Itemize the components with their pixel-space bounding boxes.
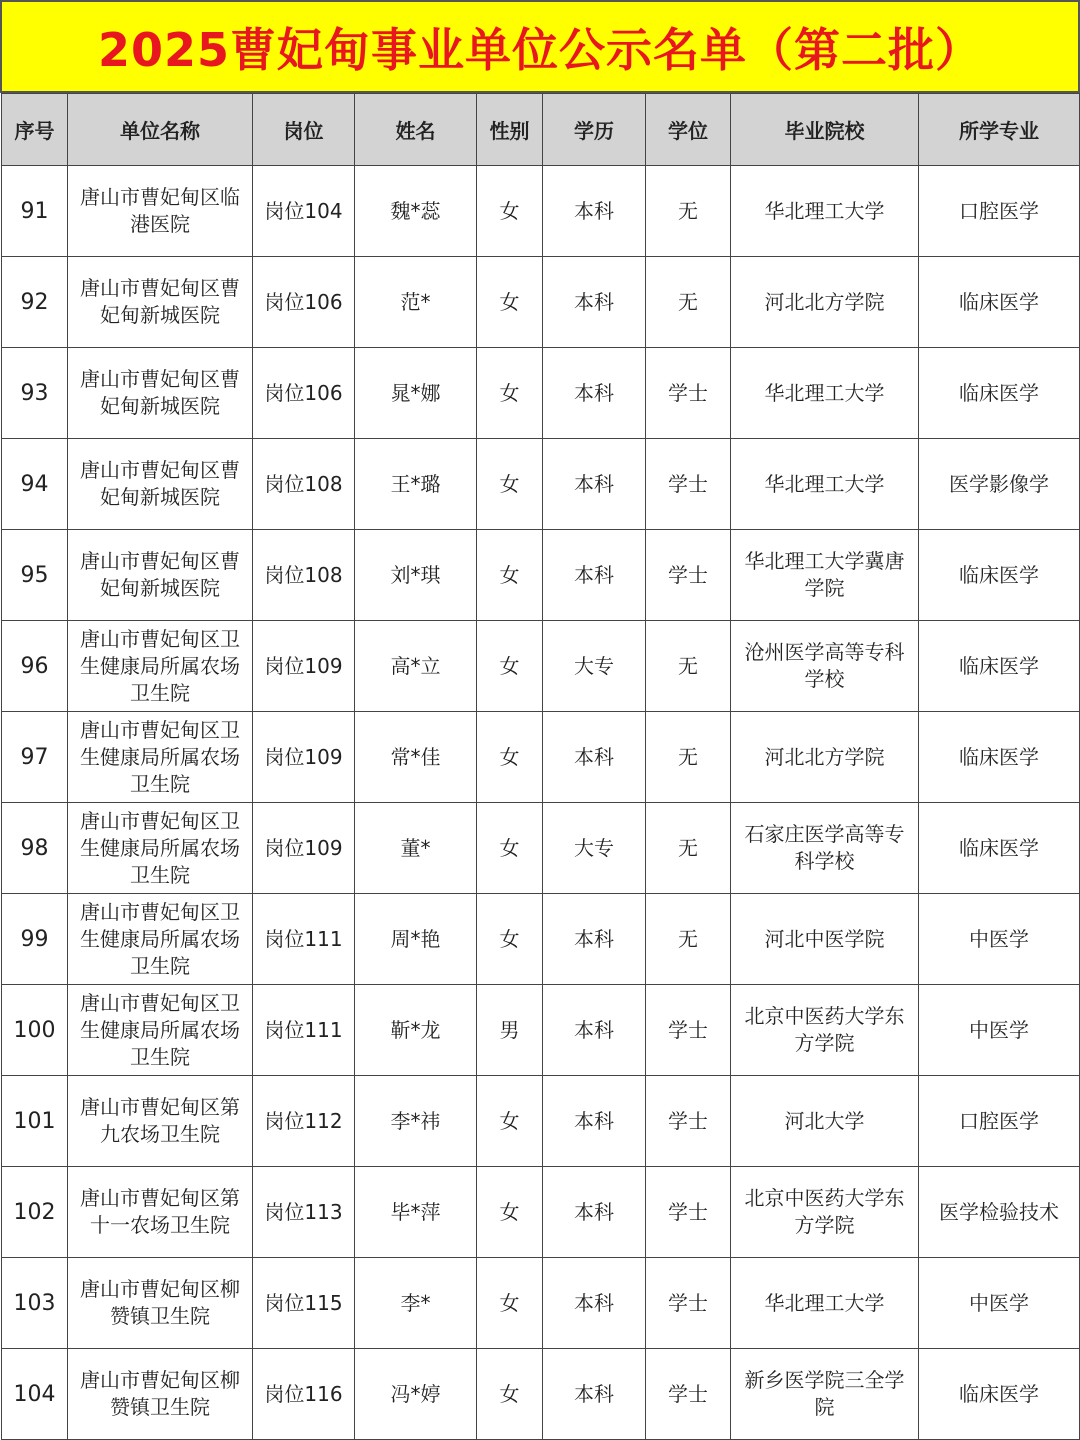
cell-unit-name: 唐山市曹妃甸区曹妃甸新城医院 [68,439,253,530]
cell-gender: 女 [477,1167,543,1258]
cell-school: 北京中医药大学东方学院 [731,985,919,1076]
header-major: 所学专业 [919,94,1080,166]
cell-name: 晁*娜 [355,348,477,439]
cell-degree: 无 [646,712,731,803]
cell-education: 本科 [543,894,646,985]
cell-major: 医学检验技术 [919,1167,1080,1258]
cell-gender: 女 [477,530,543,621]
cell-education: 本科 [543,985,646,1076]
header-degree: 学位 [646,94,731,166]
cell-education: 本科 [543,1076,646,1167]
cell-gender: 男 [477,985,543,1076]
cell-gender: 女 [477,894,543,985]
cell-index: 92 [2,257,68,348]
cell-degree: 学士 [646,348,731,439]
cell-position: 岗位112 [253,1076,355,1167]
cell-name: 董* [355,803,477,894]
cell-index: 91 [2,166,68,257]
cell-gender: 女 [477,1076,543,1167]
table-row [2,803,1080,894]
cell-school: 华北理工大学 [731,166,919,257]
cell-degree: 无 [646,257,731,348]
title-banner [0,0,1080,93]
cell-name: 李*祎 [355,1076,477,1167]
cell-school: 石家庄医学高等专科学校 [731,803,919,894]
cell-index: 100 [2,985,68,1076]
header-unit-name: 单位名称 [68,94,253,166]
cell-school: 华北理工大学 [731,439,919,530]
cell-major: 临床医学 [919,803,1080,894]
page-title: 2025曹妃甸事业单位公示名单（第二批） [97,22,983,77]
cell-major: 临床医学 [919,348,1080,439]
cell-position: 岗位106 [253,257,355,348]
cell-education: 本科 [543,439,646,530]
cell-index: 97 [2,712,68,803]
cell-degree: 无 [646,894,731,985]
cell-gender: 女 [477,348,543,439]
cell-position: 岗位106 [253,348,355,439]
cell-name: 刘*琪 [355,530,477,621]
cell-unit-name: 唐山市曹妃甸区卫生健康局所属农场卫生院 [68,985,253,1076]
cell-index: 99 [2,894,68,985]
cell-unit-name: 唐山市曹妃甸区卫生健康局所属农场卫生院 [68,803,253,894]
cell-unit-name: 唐山市曹妃甸区卫生健康局所属农场卫生院 [68,894,253,985]
cell-position: 岗位108 [253,530,355,621]
cell-school: 北京中医药大学东方学院 [731,1167,919,1258]
table-row [2,348,1080,439]
cell-position: 岗位116 [253,1349,355,1440]
cell-index: 103 [2,1258,68,1349]
cell-major: 临床医学 [919,621,1080,712]
cell-major: 中医学 [919,894,1080,985]
cell-education: 大专 [543,621,646,712]
cell-position: 岗位109 [253,621,355,712]
table-row [2,530,1080,621]
cell-degree: 学士 [646,985,731,1076]
cell-name: 高*立 [355,621,477,712]
cell-degree: 学士 [646,439,731,530]
cell-unit-name: 唐山市曹妃甸区曹妃甸新城医院 [68,348,253,439]
cell-name: 毕*萍 [355,1167,477,1258]
cell-education: 大专 [543,803,646,894]
cell-name: 靳*龙 [355,985,477,1076]
table-row [2,166,1080,257]
cell-position: 岗位108 [253,439,355,530]
cell-degree: 学士 [646,530,731,621]
cell-index: 93 [2,348,68,439]
cell-name: 王*璐 [355,439,477,530]
table-row [2,1258,1080,1349]
cell-degree: 无 [646,803,731,894]
cell-position: 岗位115 [253,1258,355,1349]
table-row [2,712,1080,803]
cell-position: 岗位109 [253,803,355,894]
cell-unit-name: 唐山市曹妃甸区第十一农场卫生院 [68,1167,253,1258]
cell-position: 岗位111 [253,894,355,985]
table-row [2,439,1080,530]
cell-major: 临床医学 [919,530,1080,621]
cell-unit-name: 唐山市曹妃甸区曹妃甸新城医院 [68,530,253,621]
cell-education: 本科 [543,1167,646,1258]
cell-major: 口腔医学 [919,1076,1080,1167]
table-row [2,1076,1080,1167]
cell-unit-name: 唐山市曹妃甸区柳赞镇卫生院 [68,1349,253,1440]
cell-major: 医学影像学 [919,439,1080,530]
cell-major: 中医学 [919,985,1080,1076]
cell-degree: 学士 [646,1349,731,1440]
cell-index: 102 [2,1167,68,1258]
cell-degree: 学士 [646,1076,731,1167]
cell-education: 本科 [543,712,646,803]
cell-gender: 女 [477,166,543,257]
cell-education: 本科 [543,257,646,348]
cell-school: 河北北方学院 [731,712,919,803]
cell-gender: 女 [477,621,543,712]
cell-gender: 女 [477,1258,543,1349]
cell-position: 岗位113 [253,1167,355,1258]
cell-gender: 女 [477,712,543,803]
table-row [2,1167,1080,1258]
cell-gender: 女 [477,257,543,348]
cell-gender: 女 [477,439,543,530]
cell-unit-name: 唐山市曹妃甸区曹妃甸新城医院 [68,257,253,348]
cell-degree: 无 [646,621,731,712]
cell-position: 岗位109 [253,712,355,803]
cell-index: 98 [2,803,68,894]
cell-unit-name: 唐山市曹妃甸区临港医院 [68,166,253,257]
cell-name: 常*佳 [355,712,477,803]
table-row [2,1349,1080,1440]
cell-school: 河北大学 [731,1076,919,1167]
table-header-row [2,94,1080,166]
cell-unit-name: 唐山市曹妃甸区卫生健康局所属农场卫生院 [68,621,253,712]
cell-degree: 学士 [646,1167,731,1258]
cell-education: 本科 [543,1258,646,1349]
cell-index: 96 [2,621,68,712]
cell-school: 华北理工大学 [731,1258,919,1349]
header-school: 毕业院校 [731,94,919,166]
header-index: 序号 [2,94,68,166]
cell-index: 104 [2,1349,68,1440]
cell-school: 新乡医学院三全学院 [731,1349,919,1440]
cell-major: 临床医学 [919,257,1080,348]
cell-education: 本科 [543,166,646,257]
cell-name: 李* [355,1258,477,1349]
cell-position: 岗位111 [253,985,355,1076]
cell-school: 河北中医学院 [731,894,919,985]
cell-major: 口腔医学 [919,166,1080,257]
cell-unit-name: 唐山市曹妃甸区卫生健康局所属农场卫生院 [68,712,253,803]
header-education: 学历 [543,94,646,166]
cell-degree: 无 [646,166,731,257]
cell-education: 本科 [543,530,646,621]
table-body [2,166,1080,1440]
cell-gender: 女 [477,803,543,894]
table-row [2,257,1080,348]
cell-index: 94 [2,439,68,530]
cell-gender: 女 [477,1349,543,1440]
cell-unit-name: 唐山市曹妃甸区第九农场卫生院 [68,1076,253,1167]
cell-index: 101 [2,1076,68,1167]
cell-name: 周*艳 [355,894,477,985]
cell-unit-name: 唐山市曹妃甸区柳赞镇卫生院 [68,1258,253,1349]
cell-school: 河北北方学院 [731,257,919,348]
cell-name: 魏*蕊 [355,166,477,257]
header-name: 姓名 [355,94,477,166]
cell-name: 冯*婷 [355,1349,477,1440]
cell-education: 本科 [543,348,646,439]
header-position: 岗位 [253,94,355,166]
table-row [2,621,1080,712]
cell-index: 95 [2,530,68,621]
cell-major: 临床医学 [919,712,1080,803]
cell-school: 沧州医学高等专科学校 [731,621,919,712]
table-row [2,894,1080,985]
cell-major: 中医学 [919,1258,1080,1349]
cell-position: 岗位104 [253,166,355,257]
cell-degree: 学士 [646,1258,731,1349]
cell-school: 华北理工大学 [731,348,919,439]
roster-table [1,93,1080,1440]
header-gender: 性别 [477,94,543,166]
cell-school: 华北理工大学冀唐学院 [731,530,919,621]
cell-education: 本科 [543,1349,646,1440]
cell-name: 范* [355,257,477,348]
cell-major: 临床医学 [919,1349,1080,1440]
table-row [2,985,1080,1076]
